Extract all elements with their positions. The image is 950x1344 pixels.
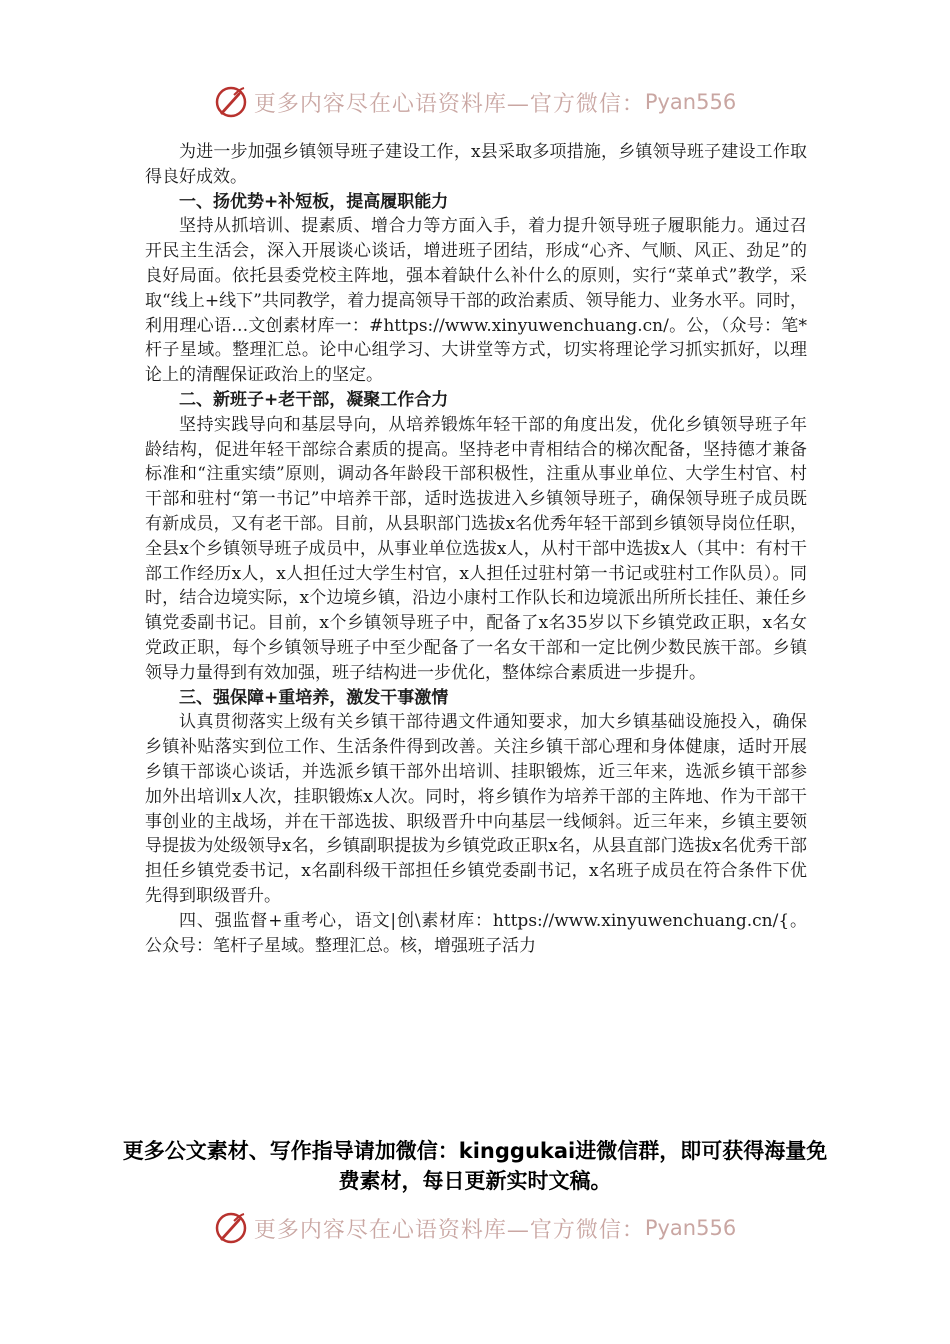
document-body (145, 140, 807, 958)
section-3-heading: 三、强保障+重培养，激发干事激情 (179, 687, 449, 708)
section-2-heading: 二、新班子+老干部，凝聚工作合力 (179, 389, 449, 410)
header-banner (0, 80, 950, 124)
section-3-paragraph: 认真贯彻落实上级有关乡镇干部待遇文件通知要求，加大乡镇基础设施投入，确保乡镇补贴落实到位工作、生活条件得到改善。关注乡镇干部心理和身体健康，适时开展乡镇干部谈心谈话，并选派乡镇干部外出培训、挂职锻炼，近三年来，选派乡镇干部参加外出培训x人次，挂职锻炼x人次。同时，将乡镇作为培养干部的主阵地、作为干部干事创业的主战场，并在干部选拔、职级晋升中向基层一线倾斜。近三年来，乡镇主要领导提拔为处级领导x名，乡镇副职提拔为乡镇党政正职x名，从县直部门选拔x名优秀干部担任乡镇党委书记，x名副科级干部担任乡镇党委副书记，x名班子成员在符合条件下优先得到职级晋升。 (145, 712, 807, 906)
quill-logo-icon (214, 85, 248, 119)
footer-banner (0, 1206, 950, 1250)
section-4-paragraph: 四、强监督+重考心，语文|创\素材库：https://www.xinyuwenchuang.cn/{。公众号：笔杆子星域。整理汇总。核，增强班子活力 (145, 910, 807, 956)
promo-message: 更多公文素材、写作指导请加微信：kinggukai进微信群，即可获得海量免费素材，每日更新实时文稿。 (122, 1139, 828, 1193)
header-banner-text: 更多内容尽在心语资料库—官方微信： (253, 91, 645, 117)
footer-banner-text: 更多内容尽在心语资料库—官方微信： (253, 1217, 645, 1243)
footer-wechat-id: Pyan556 (644, 1216, 737, 1240)
quill-logo-icon (214, 1211, 248, 1245)
section-1-paragraph: 坚持从抓培训、提素质、增合力等方面入手，着力提升领导班子履职能力。通过召开民主生活会，深入开展谈心谈话，增进班子团结，形成“心齐、气顺、风正、劲足”的良好局面。依托县委党校主阵地，强本着缺什么补什么的原则，实行“菜单式”教学，采取“线上+线下”共同教学，着力提高领导干部的政治素质、领导能力、业务水平。同时，利用理心语…文创素材库一：#https://www.xinyuwenchuang.cn/。公，（众号：笔*杆子星域。整理汇总。论中心组学习、大讲堂等方式，切实将理论学习抓实抓好，以理论上的清醒保证政治上的坚定。 (145, 216, 807, 386)
header-wechat-id: Pyan556 (644, 90, 737, 114)
intro-paragraph: 为进一步加强乡镇领导班子建设工作，x县采取多项措施，乡镇领导班子建设工作取得良好成效。 (145, 142, 807, 187)
section-2-paragraph: 坚持实践导向和基层导向，从培养锻炼年轻干部的角度出发，优化乡镇领导班子年龄结构，促进年轻干部综合素质的提高。坚持老中青相结合的梯次配备，坚持德才兼备标准和“注重实绩”原则，调动各年龄段干部积极性，注重从事业单位、大学生村官、村干部和驻村“第一书记”中培养干部，适时选拔进入乡镇领导班子，确保领导班子成员既有新成员，又有老干部。目前，从县职部门选拔x名优秀年轻干部到乡镇领导岗位任职，全县x个乡镇领导班子成员中，从事业单位选拔x人，从村干部中选拔x人（其中：有村干部工作经历x人，x人担任过大学生村官，x人担任过驻村第一书记或驻村工作队员）。同时，结合边境实际，x个边境乡镇，沿边小康村工作队长和边境派出所所长挂任、兼任乡镇党委副书记。目前，x个乡镇领导班子中，配备了x名35岁以下乡镇党政正职，x名女党政正职，每个乡镇领导班子中至少配备了一名女干部和一定比例少数民族干部。乡镇领导力量得到有效加强，班子结构进一步优化，整体综合素质进一步提升。 (145, 414, 807, 683)
section-1-heading: 一、扬优势+补短板，提高履职能力 (179, 191, 449, 212)
